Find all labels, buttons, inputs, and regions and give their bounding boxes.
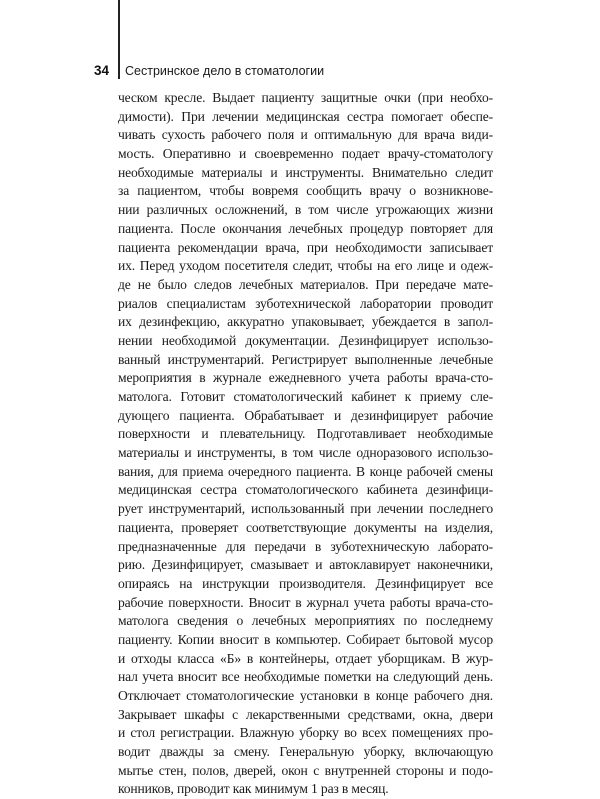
text-line: чивать сухость рабочего поля и оптимальную для врача види- [118,127,493,143]
body-paragraph [118,89,493,799]
text-line: и стол регистрации. Влажную уборку во всех помещениях про- [118,725,493,741]
text-line: пациента рекомендации врача, при необходимости записывает [118,239,493,255]
text-line: нении необходимой документации. Дезинфицирует использо- [118,332,493,348]
text-line: вания, для приема очередного пациента. В конце рабочей смены [118,463,493,479]
text-line: мытье стен, полов, дверей, окон с внутренней стороны и подо- [118,762,493,778]
text-line: Закрывает шкафы с лекарственными средствами, окна, двери [118,706,493,722]
text-line: необходимые материалы и инструменты. Внимательно следит [118,164,493,180]
text-line: опираясь на инструкции производителя. Дезинфицирует все [118,575,493,591]
text-line: мероприятия в журнале ежедневного учета работы врача-сто- [118,370,493,386]
text-line: де не было следов лечебных материалов. При передаче мате- [118,276,493,292]
text-line: матолога сведения о лечебных мероприятиях по последнему [118,613,493,629]
text-line: поверхности и плевательницу. Подготавливает необходимые [118,426,493,442]
text-line: конников, проводит как минимум 1 раз в месяц. [118,781,389,797]
text-line: рию. Дезинфицирует, смазывает и автоклавирует наконечники, [118,557,493,573]
text-line: и отходы класса «Б» в контейнеры, отдает уборщикам. В жур- [118,650,493,666]
header-vertical-rule [118,0,120,79]
text-line: их дезинфекцию, аккуратно упаковывает, убеждается в запол- [118,314,493,330]
text-line: нии различных осложнений, в том числе угрожающих жизни [118,202,493,218]
text-line: димости). При лечении медицинская сестра помогает обеспе- [118,108,493,124]
text-line: медицинская сестра стоматологического кабинета дезинфици- [118,482,493,498]
text-line: предназначенные для передачи в зуботехническую лаборато- [118,538,493,554]
text-line: нал учета вносит все необходимые пометки на следующий день. [118,669,493,685]
text-line: риалов специалистам зуботехнической лаборатории проводит [118,295,493,311]
text-line: водит дважды за смену. Генеральную уборку, включающую [118,744,493,760]
text-line: рует инструментарий, использованный при лечении последнего [118,501,493,517]
text-line: их. Перед уходом посетителя следит, чтобы на его лице и одеж- [118,258,493,274]
text-line: Отключает стоматологические установки в конце рабочего дня. [118,688,493,703]
text-line: пациента. После окончания лечебных процедур повторяет для [118,220,493,236]
text-line: материалы и инструменты, в том числе одноразового использо- [118,445,493,461]
text-line: мость. Оперативно и своевременно подает врачу-стоматологу [118,146,493,162]
running-title: Сестринское дело в стоматологии [125,64,325,78]
text-line: пациента, проверяет соответствующие документы на изделия, [118,519,493,535]
text-line: матолога. Готовит стоматологический кабинет к приему сле- [118,389,493,404]
text-line: дующего пациента. Обрабатывает и дезинфицирует рабочие [118,407,493,423]
text-line: за пациентом, чтобы вовремя сообщить врачу о возникнове- [118,183,493,199]
text-line: пациенту. Копии вносит в компьютер. Собирает бытовой мусор [118,631,493,647]
text-line: ванный инструментарий. Регистрирует выполненные лечебные [118,351,493,367]
text-line: рабочие поверхности. Вносит в журнал учета работы врача-сто- [118,594,493,610]
text-line: ческом кресле. Выдает пациенту защитные очки (при необхо- [118,90,493,105]
page-number: 34 [94,63,110,78]
